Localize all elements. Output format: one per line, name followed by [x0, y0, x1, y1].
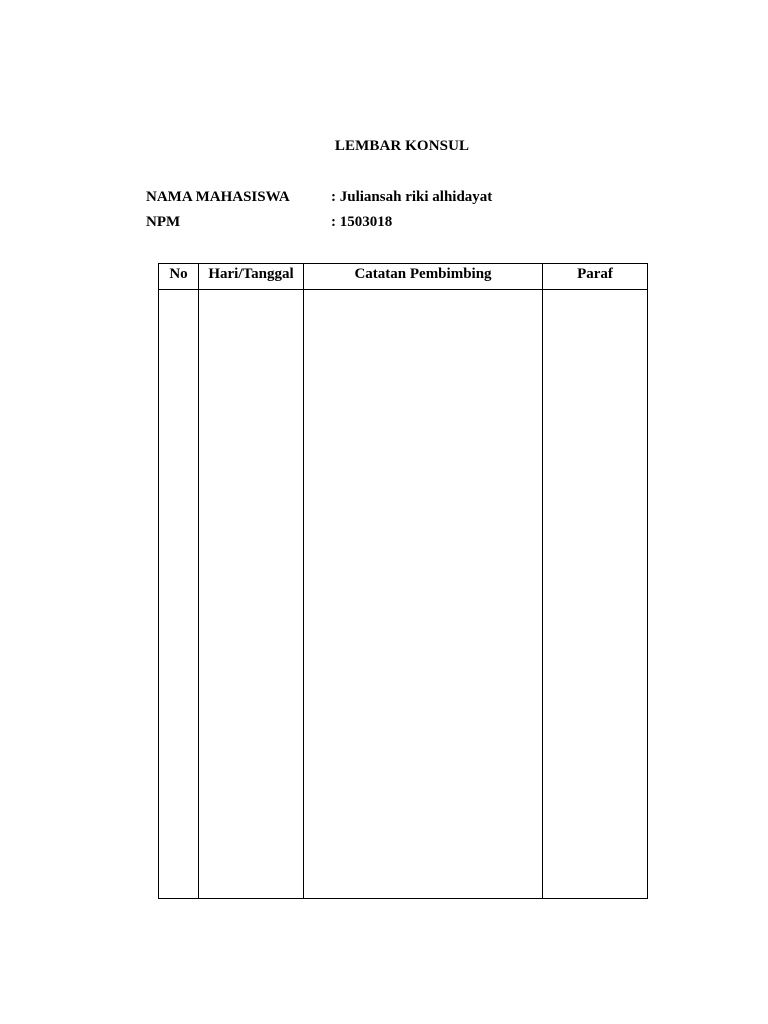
column-header-signature: Paraf	[543, 264, 648, 290]
cell-date	[199, 290, 304, 899]
cell-signature	[543, 290, 648, 899]
consultation-table	[158, 263, 648, 899]
table-header-row	[159, 264, 648, 290]
table-row	[159, 290, 648, 899]
page-title: LEMBAR KONSUL	[334, 138, 470, 154]
student-npm-value: : 1503018	[331, 214, 393, 230]
column-header-no: No	[159, 264, 199, 290]
student-npm-label: NPM	[146, 214, 181, 230]
cell-notes	[304, 290, 543, 899]
column-header-date: Hari/Tanggal	[199, 264, 304, 290]
column-header-notes: Catatan Pembimbing	[304, 264, 543, 290]
student-name-value: : Juliansah riki alhidayat	[331, 189, 493, 205]
student-name-label: NAMA MAHASISWA	[146, 189, 290, 205]
cell-no	[159, 290, 199, 899]
